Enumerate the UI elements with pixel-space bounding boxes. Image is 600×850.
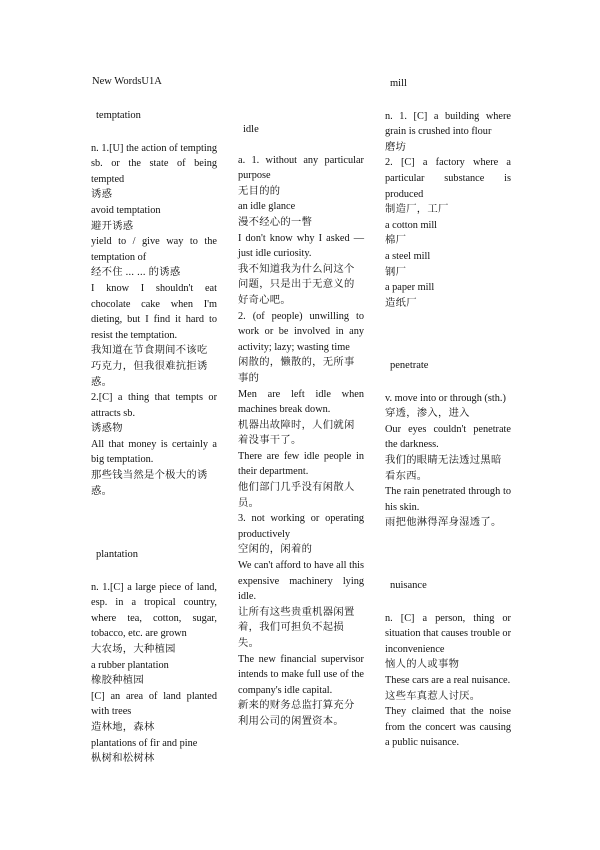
definition: 3. not working or operating productively: [238, 513, 364, 540]
headword-mill: mill: [390, 78, 407, 89]
translation: 诱惑物: [91, 423, 123, 435]
example: Men are left idle when machines break down.: [238, 388, 364, 416]
translation: 棉厂: [385, 235, 407, 247]
example: I know I shouldn't eat chocolate cake when I'm dieting, but I find it hard to resist the temptation.: [91, 282, 217, 341]
translation: 新来的财务总监打算充分利用公司的闲置资本。: [238, 700, 355, 727]
headword-idle: idle: [243, 124, 259, 135]
translation: 造林地，森林: [91, 721, 155, 733]
entry-idle: [238, 122, 364, 730]
definition: 2.[C] a thing that tempts or attracts sb.: [91, 392, 217, 419]
definition: [C] an area of land planted with trees: [91, 690, 217, 718]
translation: 橡胶种植园: [91, 675, 144, 687]
headword-nuisance: nuisance: [390, 580, 427, 591]
example: yield to / give way to the temptation of: [91, 236, 217, 263]
headword-temptation: temptation: [96, 110, 141, 121]
translation: 漫不经心的一瞥: [238, 216, 313, 228]
translation: 我们的眼睛无法透过黑暗看东西。: [385, 454, 502, 482]
example: a paper mill: [385, 282, 435, 294]
example: I don't know why I asked — just idle curiosity.: [238, 232, 364, 260]
definition: 2. [C] a factory where a particular substance is produced: [385, 157, 511, 200]
translation: 我知道在节食期间不该吃巧克力，但我很难抗拒诱惑。: [91, 345, 208, 388]
example: a cotton mill: [385, 219, 438, 231]
headword-plantation: plantation: [96, 549, 138, 560]
translation: 穿透，渗入，进入: [385, 408, 470, 420]
entry-temptation: [91, 108, 217, 499]
definition: n. 1.[C] a large piece of land, esp. in a tropical country, where tea, cotton, sugar, tobacco, etc. are grown: [91, 581, 217, 640]
definition: n. 1.[U] the action of tempting sb. or the state of being tempted: [91, 142, 217, 185]
example: These cars are a real nuisance.: [385, 674, 511, 686]
example: plantations of fir and pine: [91, 737, 198, 749]
headword-penetrate: penetrate: [390, 360, 429, 371]
entry-nuisance: [385, 578, 511, 751]
example: an idle glance: [238, 201, 296, 213]
translation: 无目的的: [238, 185, 281, 197]
definition: n. [C] a person, thing or situation that causes trouble or inconvenience: [385, 612, 511, 655]
definition: a. 1. without any particular purpose: [238, 154, 364, 182]
translation: 造纸厂: [385, 297, 417, 309]
translation: 磨坊: [385, 141, 407, 153]
translation: 让所有这些贵重机器闲置着，我们可担负不起损失。: [238, 606, 355, 649]
definition: n. 1. [C] a building where grain is crushed into flour: [385, 110, 511, 138]
example: avoid temptation: [91, 204, 161, 216]
translation: 避开诱惑: [91, 220, 134, 232]
definition: v. move into or through (sth.): [385, 392, 506, 404]
example: The rain penetrated through to his skin.: [385, 486, 511, 513]
translation: 钢厂: [385, 266, 407, 278]
translation: 那些钱当然是个极大的诱惑。: [91, 470, 208, 497]
example: We can't afford to have all this expensive machinery lying idle.: [238, 560, 364, 603]
example: Our eyes couldn't penetrate the darkness.: [385, 423, 511, 451]
definition: 2. (of people) unwilling to work or be involved in any activity; lazy; wasting time: [238, 310, 364, 353]
example: a rubber plantation: [91, 659, 169, 671]
translation: 闲散的，懒散的，无所事事的: [238, 357, 355, 384]
entry-penetrate: [385, 358, 511, 531]
translation: 这些车真惹人讨厌。: [385, 690, 481, 702]
translation: 雨把他淋得浑身湿透了。: [385, 517, 502, 529]
entry-plantation: [91, 547, 217, 767]
example: They claimed that the noise from the concert was causing a public nuisance.: [385, 706, 511, 749]
translation: 他们部门几乎没有闲散人员。: [238, 482, 355, 509]
example: There are few idle people in their department.: [238, 450, 364, 478]
translation: 枞树和松树林: [91, 753, 155, 765]
translation: 制造厂，工厂: [385, 204, 449, 216]
translation: 恼人的人或事物: [385, 659, 460, 671]
entry-mill: [385, 76, 511, 311]
translation: 空闲的，闲着的: [238, 544, 313, 556]
document-title: New WordsU1A: [92, 76, 162, 87]
example: a steel mill: [385, 250, 431, 262]
example: All that money is certainly a big temptation.: [91, 438, 217, 466]
translation: 大农场，大种植园: [91, 643, 176, 655]
example: The new financial supervisor intends to make full use of the company's idle capital.: [238, 653, 364, 696]
translation: 诱惑: [91, 189, 113, 201]
translation: 我不知道我为什么问这个问题，只是出于无意义的好奇心吧。: [238, 263, 355, 306]
translation: 机器出故障时，人们就闲着没事干了。: [238, 419, 355, 447]
translation: 经不住 ... ... 的诱惑: [91, 267, 181, 279]
